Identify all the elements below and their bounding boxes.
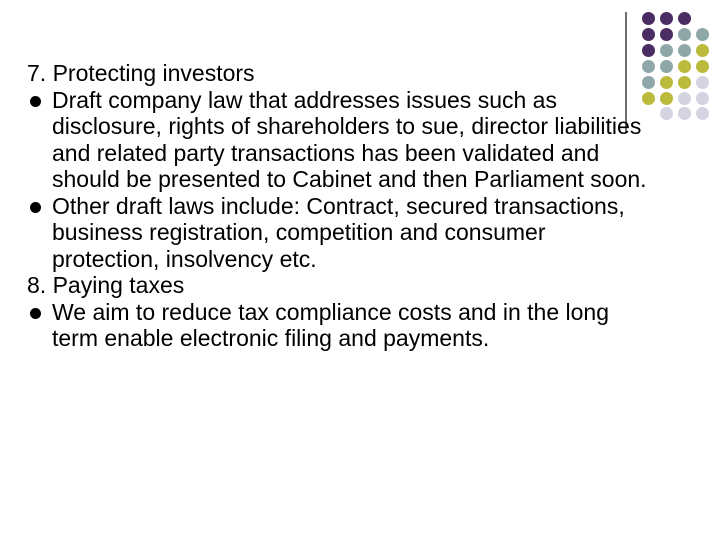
section-heading-paying-taxes: 8. Paying taxes: [27, 272, 185, 298]
decorative-dot: [642, 12, 655, 25]
decorative-dot: [642, 44, 655, 57]
decorative-dot: [660, 60, 673, 73]
decorative-dot: [696, 28, 709, 41]
decorative-dot: [660, 76, 673, 89]
decorative-dot: [660, 107, 673, 120]
decorative-dot: [678, 44, 691, 57]
bullet-item: [27, 299, 647, 352]
decorative-dot: [660, 44, 673, 57]
decorative-dot: [660, 28, 673, 41]
decorative-dot: [678, 12, 691, 25]
bullet-item: [27, 87, 647, 193]
decorative-dot: [660, 92, 673, 105]
decorative-dot: [678, 60, 691, 73]
decorative-dot: [678, 28, 691, 41]
bullet-item: [27, 193, 647, 273]
decorative-dot: [696, 60, 709, 73]
decorative-dot: [642, 28, 655, 41]
bullet-text: Other draft laws include: Contract, secured transactions, business registration, competition and consumer protection, insolvency etc.: [52, 192, 625, 272]
bullet-dot-icon: [30, 308, 41, 319]
section-heading-protecting-investors: 7. Protecting investors: [27, 60, 255, 86]
slide-body: [27, 60, 647, 352]
decorative-dot: [678, 107, 691, 120]
decorative-dot: [678, 76, 691, 89]
decorative-dot: [696, 44, 709, 57]
decorative-dot: [696, 107, 709, 120]
bullet-dot-icon: [30, 202, 41, 213]
bullet-dot-icon: [30, 96, 41, 107]
bullet-text: We aim to reduce tax compliance costs and in the long term enable electronic filing and payments.: [52, 298, 609, 351]
decorative-dot: [696, 92, 709, 105]
decorative-dot: [696, 76, 709, 89]
decorative-dot: [678, 92, 691, 105]
decorative-dot: [660, 12, 673, 25]
bullet-text: Draft company law that addresses issues such as disclosure, rights of shareholders to sue, director liabilities and related party transactions has been validated and should be presented to Cabinet and then Parliament soon.: [52, 86, 647, 192]
